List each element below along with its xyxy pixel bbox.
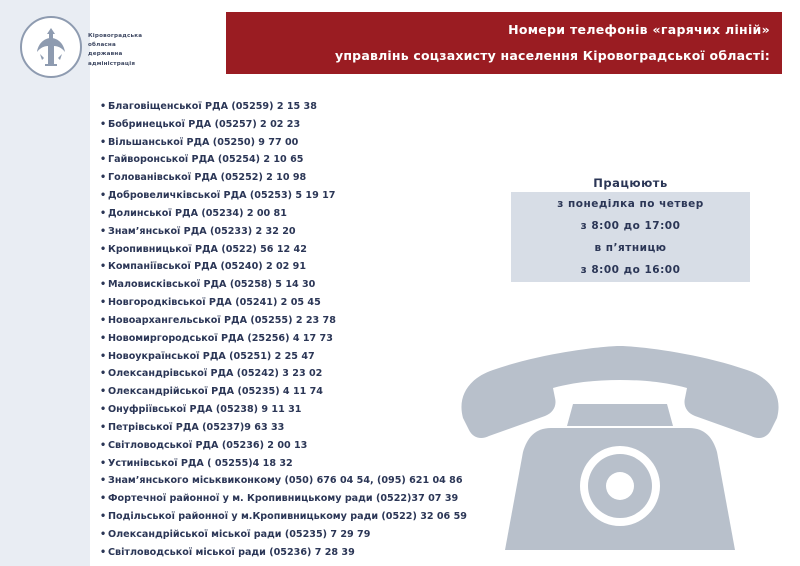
list-item	[100, 526, 467, 544]
list-item	[100, 419, 467, 437]
working-hours-panel	[511, 192, 750, 282]
hotline-text: Вільшанської РДА (05250) 9 77 00	[108, 136, 299, 148]
list-item	[100, 169, 467, 187]
hotline-text: Новоукраїнської РДА (05251) 2 25 47	[108, 350, 315, 362]
list-item	[100, 205, 467, 223]
bullet-icon: •	[100, 225, 107, 237]
title-line-2: управлінь соцзахисту населення Кіровоградської області:	[335, 48, 770, 63]
hotline-text: Новоархангельської РДА (05255) 2 23 78	[108, 314, 336, 326]
list-item	[100, 401, 467, 419]
list-item	[100, 312, 467, 330]
list-item	[100, 348, 467, 366]
list-item	[100, 490, 467, 508]
hotline-text: Компаніївської РДА (05240) 2 02 91	[108, 261, 307, 273]
list-item	[100, 383, 467, 401]
bullet-icon: •	[100, 279, 107, 291]
org-line: державна	[88, 51, 123, 58]
bullet-icon: •	[100, 404, 107, 416]
telephone-icon	[455, 318, 785, 562]
working-hours-title: Працюють	[593, 176, 668, 190]
bullet-icon: •	[100, 493, 107, 505]
hotline-text: Благовіщенської РДА (05259) 2 15 38	[108, 101, 317, 112]
hotline-text: Бобринецької РДА (05257) 2 02 23	[108, 118, 301, 130]
bullet-icon: •	[100, 368, 107, 380]
list-item	[100, 330, 467, 348]
hotline-text: Голованівської РДА (05252) 2 10 98	[108, 172, 307, 184]
hours-time-mon-thu: з 8:00 до 17:00	[580, 220, 681, 232]
org-line: Кіровоградська	[88, 33, 143, 39]
bullet-icon: •	[100, 207, 107, 219]
hotline-text: Олександрійської РДА (05235) 4 11 74	[108, 386, 323, 398]
list-item	[100, 294, 467, 312]
bullet-icon: •	[100, 439, 107, 451]
hours-days-mon-thu: з понеділка по четвер	[557, 198, 704, 210]
list-item	[100, 151, 467, 169]
hotline-text: Новгородківської РДА (05241) 2 05 45	[108, 297, 321, 309]
hotline-text: Олександрійської міської ради (05235) 7 29 79	[108, 528, 371, 540]
list-item	[100, 544, 467, 562]
bullet-icon: •	[100, 297, 107, 309]
list-item	[100, 455, 467, 473]
list-item	[100, 241, 467, 259]
list-item	[100, 508, 467, 526]
bullet-icon: •	[100, 421, 107, 433]
hotline-text: Гайворонської РДА (05254) 2 10 65	[108, 154, 304, 166]
bullet-icon: •	[100, 154, 107, 166]
hotline-text: Знам’янського міськвиконкому (050) 676 04 54, (095) 621 04 86	[108, 475, 463, 487]
bullet-icon: •	[100, 386, 107, 398]
hotline-text: Знам’янської РДА (05233) 2 32 20	[108, 225, 296, 237]
bullet-icon: •	[100, 546, 107, 558]
hotline-text: Добровеличківської РДА (05253) 5 19 17	[108, 190, 336, 202]
coat-of-arms-icon	[20, 16, 82, 78]
hotline-text: Світловодської міської ради (05236) 7 28 39	[108, 546, 355, 558]
list-item	[100, 187, 467, 205]
hotline-text: Петрівської РДА (05237)9 63 33	[108, 421, 285, 433]
org-line: обласна	[88, 42, 116, 49]
hours-days-fri: в п’ятницю	[594, 242, 667, 254]
bullet-icon: •	[100, 457, 107, 469]
hotline-list	[100, 98, 467, 562]
hotline-text: Олександрівської РДА (05242) 3 23 02	[108, 368, 323, 380]
left-sidebar	[0, 0, 90, 566]
bullet-icon: •	[100, 528, 107, 540]
bullet-icon: •	[100, 243, 107, 255]
bullet-icon: •	[100, 475, 107, 487]
org-line: адміністрація	[88, 60, 136, 67]
title-banner	[226, 12, 782, 74]
list-item	[100, 472, 467, 490]
list-item	[100, 258, 467, 276]
hotline-text: Подільської районної у м.Кропивницькому ради (0522) 32 06 59	[108, 511, 467, 523]
bullet-icon: •	[100, 172, 107, 184]
bullet-icon: •	[100, 350, 107, 362]
hotline-text: Устинівської РДА ( 05255)4 18 32	[108, 457, 293, 469]
title-line-1: Номери телефонів «гарячих ліній»	[508, 22, 770, 37]
list-item	[100, 116, 467, 134]
hours-time-fri: з 8:00 до 16:00	[580, 264, 681, 276]
hotline-text: Кропивницької РДА (0522) 56 12 42	[108, 243, 307, 255]
list-item	[100, 276, 467, 294]
list-item	[100, 223, 467, 241]
hotline-text: Маловисківської РДА (05258) 5 14 30	[108, 279, 316, 291]
bullet-icon: •	[100, 511, 107, 523]
list-item	[100, 437, 467, 455]
bullet-icon: •	[100, 261, 107, 273]
organization-name	[88, 32, 160, 69]
list-item	[100, 98, 467, 116]
hotline-text: Онуфріївської РДА (05238) 9 11 31	[108, 404, 302, 416]
hotline-text: Новомиргородської РДА (25256) 4 17 73	[108, 332, 333, 344]
bullet-icon: •	[100, 136, 107, 148]
list-item	[100, 134, 467, 152]
bullet-icon: •	[100, 190, 107, 202]
hotline-text: Фортечної районної у м. Кропивницькому ради (0522)37 07 39	[108, 493, 459, 505]
hotline-text: Долинської РДА (05234) 2 00 81	[108, 207, 287, 219]
list-item	[100, 365, 467, 383]
bullet-icon: •	[100, 314, 107, 326]
bullet-icon: •	[100, 118, 107, 130]
bullet-icon: •	[100, 101, 107, 112]
bullet-icon: •	[100, 332, 107, 344]
hotline-text: Світловодської РДА (05236) 2 00 13	[108, 439, 308, 451]
